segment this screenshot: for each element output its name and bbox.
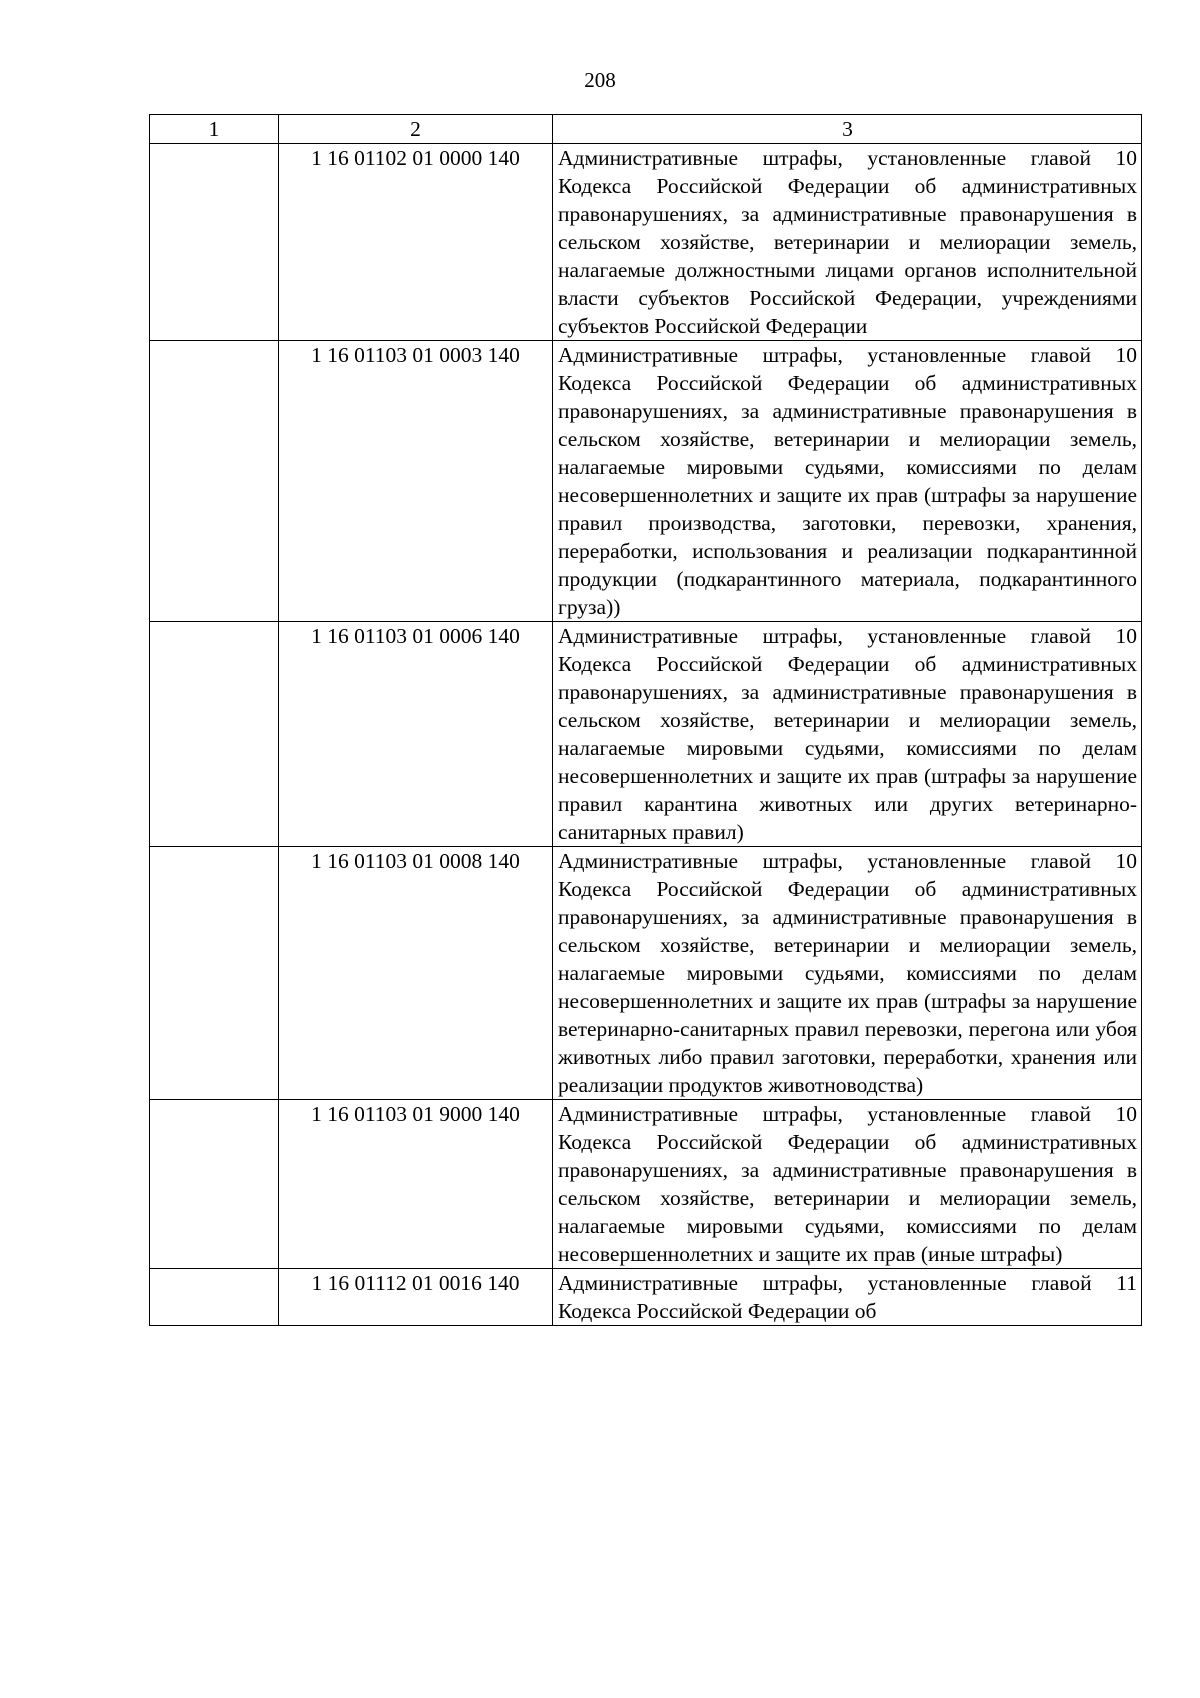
budget-code-cell: 1 16 01103 01 0003 140 — [279, 341, 553, 622]
table-row — [150, 1269, 1142, 1326]
description-cell: Административные штрафы, установленные главой 10 Кодекса Российской Федерации об административных правонарушениях, за административные правонарушения в сельском хозяйстве, ветеринарии и мелиорации земель, налагаемые мировыми судьями, комиссиями по делам несовершеннолетних и защите их прав (иные штрафы) — [553, 1100, 1142, 1269]
row-col-1-cell — [150, 1269, 279, 1326]
table-header-row — [150, 115, 1142, 144]
header-col-3: 3 — [553, 115, 1142, 144]
header-col-2: 2 — [279, 115, 553, 144]
description-cell: Административные штрафы, установленные главой 10 Кодекса Российской Федерации об административных правонарушениях, за административные правонарушения в сельском хозяйстве, ветеринарии и мелиорации земель, налагаемые мировыми судьями, комиссиями по делам несовершеннолетних и защите их прав (штрафы за нарушение ветеринарно-санитарных правил перевозки, перегона или убоя животных либо правил заготовки, переработки, хранения или реализации продуктов животноводства) — [553, 847, 1142, 1100]
budget-code-cell: 1 16 01103 01 0006 140 — [279, 622, 553, 847]
table-row — [150, 847, 1142, 1100]
budget-code-cell: 1 16 01103 01 0008 140 — [279, 847, 553, 1100]
budget-code-cell: 1 16 01103 01 9000 140 — [279, 1100, 553, 1269]
row-col-1-cell — [150, 341, 279, 622]
table-row — [150, 622, 1142, 847]
page-number: 208 — [584, 68, 616, 92]
budget-code-cell: 1 16 01112 01 0016 140 — [279, 1269, 553, 1326]
row-col-1-cell — [150, 144, 279, 341]
row-col-1-cell — [150, 622, 279, 847]
description-cell: Административные штрафы, установленные главой 10 Кодекса Российской Федерации об административных правонарушениях, за административные правонарушения в сельском хозяйстве, ветеринарии и мелиорации земель, налагаемые должностными лицами органов исполнительной власти субъектов Российской Федерации, учреждениями субъектов Российской Федерации — [553, 144, 1142, 341]
budget-code-cell: 1 16 01102 01 0000 140 — [279, 144, 553, 341]
row-col-1-cell — [150, 1100, 279, 1269]
description-cell: Административные штрафы, установленные главой 10 Кодекса Российской Федерации об административных правонарушениях, за административные правонарушения в сельском хозяйстве, ветеринарии и мелиорации земель, налагаемые мировыми судьями, комиссиями по делам несовершеннолетних и защите их прав (штрафы за нарушение правил карантина животных или других ветеринарно-санитарных правил) — [553, 622, 1142, 847]
table-row — [150, 341, 1142, 622]
table-row — [150, 1100, 1142, 1269]
row-col-1-cell — [150, 847, 279, 1100]
description-cell: Административные штрафы, установленные главой 11 Кодекса Российской Федерации об — [553, 1269, 1142, 1326]
description-cell: Административные штрафы, установленные главой 10 Кодекса Российской Федерации об административных правонарушениях, за административные правонарушения в сельском хозяйстве, ветеринарии и мелиорации земель, налагаемые мировыми судьями, комиссиями по делам несовершеннолетних и защите их прав (штрафы за нарушение правил производства, заготовки, перевозки, хранения, переработки, использования и реализации подкарантинной продукции (подкарантинного материала, подкарантинного груза)) — [553, 341, 1142, 622]
classification-table — [149, 114, 1142, 1326]
header-col-1: 1 — [150, 115, 279, 144]
table-row — [150, 144, 1142, 341]
